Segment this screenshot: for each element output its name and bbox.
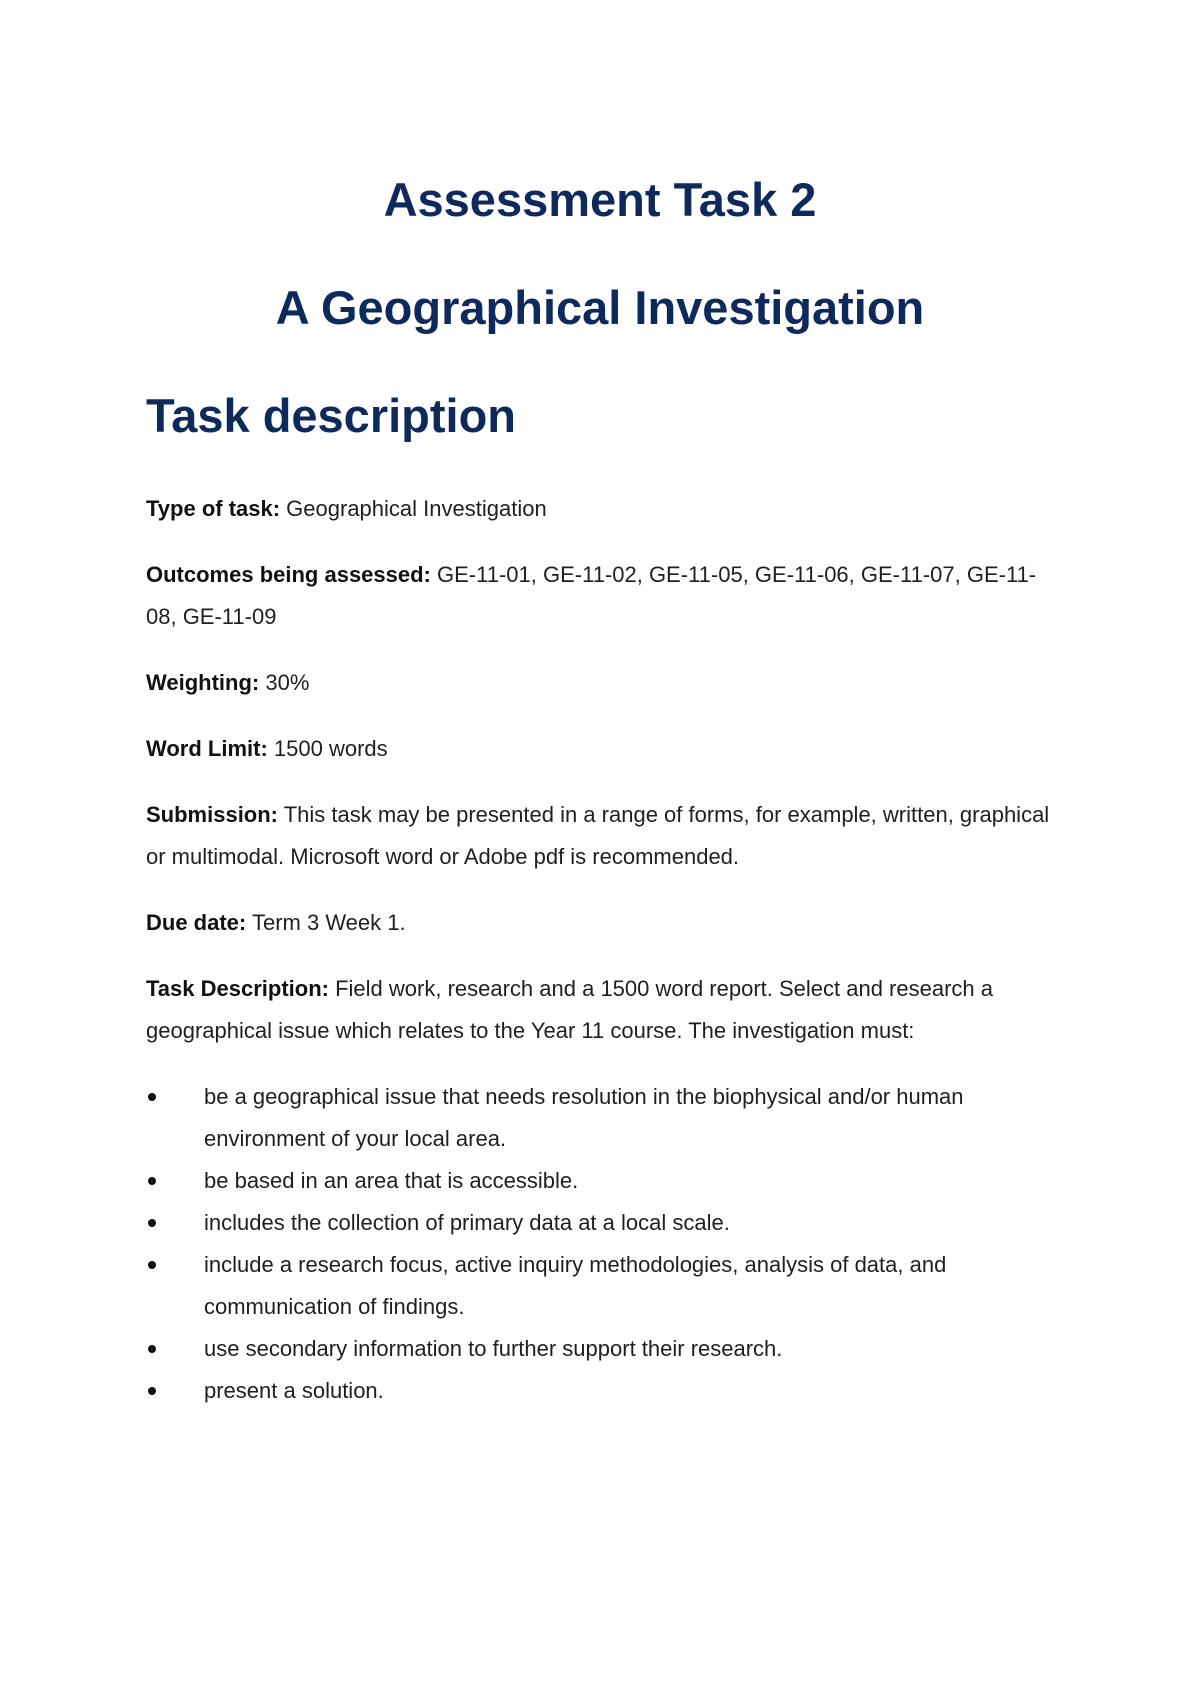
bullet-icon [148,1345,156,1353]
field-label: Word Limit: [146,736,268,761]
list-item [146,1202,1066,1244]
field-due-date [146,902,1066,944]
field-value: 30% [259,670,310,695]
requirements-list [146,1076,1066,1412]
field-word-limit [146,728,1066,770]
field-value: Term 3 Week 1. [246,910,406,935]
bullet-icon [148,1093,156,1101]
field-label: Task Description: [146,976,329,1001]
field-weighting [146,662,1066,704]
field-outcomes [146,554,1066,638]
list-item-text: includes the collection of primary data at a local scale. [204,1210,730,1235]
list-item-text: include a research focus, active inquiry methodologies, analysis of data, and communication of findings. [204,1252,947,1319]
list-item [146,1160,1066,1202]
list-item-text: be based in an area that is accessible. [204,1168,579,1193]
field-value: Geographical Investigation [280,496,547,521]
field-label: Outcomes being assessed: [146,562,431,587]
document-subtitle: A Geographical Investigation [275,281,925,334]
field-label: Weighting: [146,670,260,695]
field-type-of-task [146,488,1066,530]
bullet-icon [148,1177,156,1185]
section-heading: Task description [146,389,517,442]
task-details [146,488,1066,1412]
field-value: Field work, research and a 1500 word report. Select and research a geographical issue which relates to the Year 11 course. The investigation must: [146,976,994,1043]
field-label: Type of task: [146,496,281,521]
bullet-icon [148,1261,156,1269]
list-item [146,1328,1066,1370]
list-item-text: present a solution. [204,1378,384,1403]
list-item-text: be a geographical issue that needs resolution in the biophysical and/or human environment of your local area. [204,1084,964,1151]
list-item [146,1370,1066,1412]
list-item [146,1076,1066,1160]
field-value: GE-11-01, GE-11-02, GE-11-05, GE-11-06, GE-11-07, GE-11-08, GE-11-09 [146,562,1037,629]
bullet-icon [148,1387,156,1395]
field-label: Due date: [146,910,247,935]
field-task-description [146,968,1066,1052]
field-value: This task may be presented in a range of forms, for example, written, graphical or multimodal. Microsoft word or Adobe pdf is recommended. [146,802,1050,869]
field-label: Submission: [146,802,279,827]
document-title: Assessment Task 2 [383,173,817,226]
field-submission [146,794,1066,878]
list-item-text: use secondary information to further support their research. [204,1336,783,1361]
bullet-icon [148,1219,156,1227]
list-item [146,1244,1066,1328]
field-value: 1500 words [267,736,388,761]
